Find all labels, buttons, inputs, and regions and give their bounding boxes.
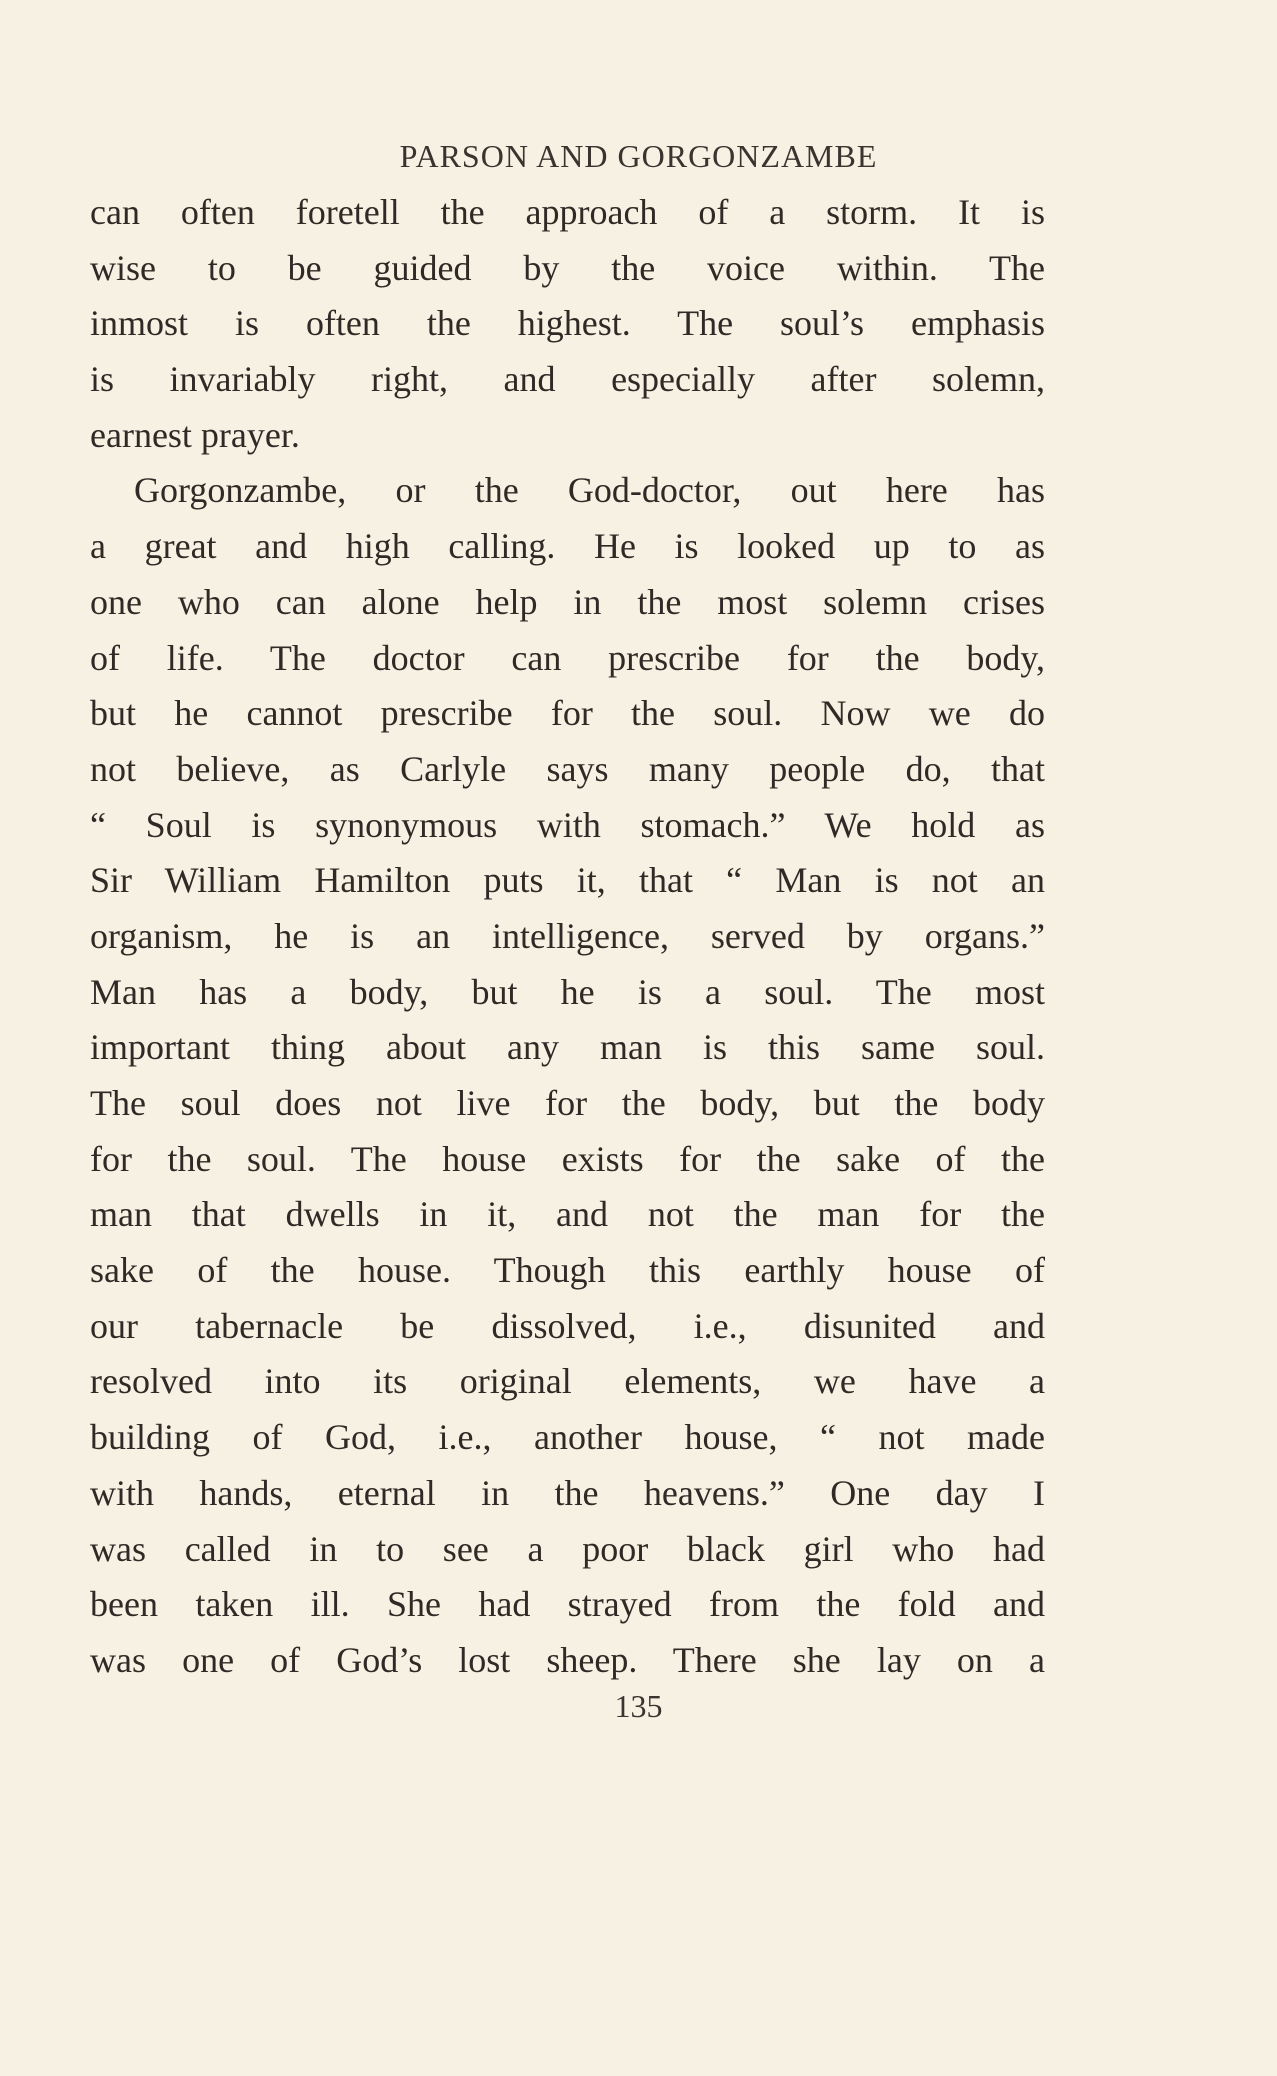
text-line: our tabernacle be dissolved, i.e., disunited and bbox=[90, 1305, 1045, 1346]
text-line: inmost is often the highest. The soul’s emphasis bbox=[90, 303, 1045, 344]
text-line: Man has a body, but he is a soul. The most bbox=[90, 971, 1045, 1012]
text-line: wise to be guided by the voice within. The bbox=[90, 247, 1045, 288]
text-line: a great and high calling. He is looked up to as bbox=[90, 526, 1045, 567]
text-line: but he cannot prescribe for the soul. Now we do bbox=[90, 693, 1045, 734]
text-line: building of God, i.e., another house, “ not made bbox=[90, 1417, 1045, 1458]
text-line: man that dwells in it, and not the man for the bbox=[90, 1194, 1045, 1235]
text-line: important thing about any man is this same soul. bbox=[90, 1027, 1045, 1068]
text-line: “ Soul is synonymous with stomach.” We hold as bbox=[90, 804, 1045, 845]
text-line: with hands, eternal in the heavens.” One day I bbox=[90, 1472, 1045, 1513]
text-line: of life. The doctor can prescribe for the body, bbox=[90, 637, 1045, 678]
text-line: was called in to see a poor black girl who had bbox=[90, 1528, 1045, 1569]
paragraph-start-line: Gorgonzambe, or the God-doctor, out here has bbox=[134, 470, 1045, 511]
text-line: resolved into its original elements, we have a bbox=[90, 1361, 1045, 1402]
text-line: can often foretell the approach of a storm. It is bbox=[90, 192, 1045, 232]
page-number: 135 bbox=[614, 1688, 663, 1724]
text-line: for the soul. The house exists for the sake of the bbox=[90, 1138, 1045, 1179]
text-line: earnest prayer. bbox=[90, 414, 300, 455]
text-line: is invariably right, and especially after solemn, bbox=[90, 359, 1045, 400]
text-line: sake of the house. Though this earthly house of bbox=[90, 1250, 1045, 1291]
text-line: Sir William Hamilton puts it, that “ Man is not an bbox=[90, 860, 1045, 901]
text-line: The soul does not live for the body, but the body bbox=[90, 1083, 1045, 1123]
running-title: PARSON AND GORGONZAMBE bbox=[399, 138, 878, 174]
text-line: organism, he is an intelligence, served by organs.” bbox=[90, 915, 1045, 956]
text-line: was one of God’s lost sheep. There she lay on a bbox=[90, 1639, 1045, 1680]
text-line: been taken ill. She had strayed from the fold and bbox=[90, 1584, 1045, 1625]
body-text bbox=[90, 185, 1045, 1689]
text-line: not believe, as Carlyle says many people do, that bbox=[90, 748, 1045, 789]
text-line: one who can alone help in the most solemn crises bbox=[90, 581, 1045, 622]
